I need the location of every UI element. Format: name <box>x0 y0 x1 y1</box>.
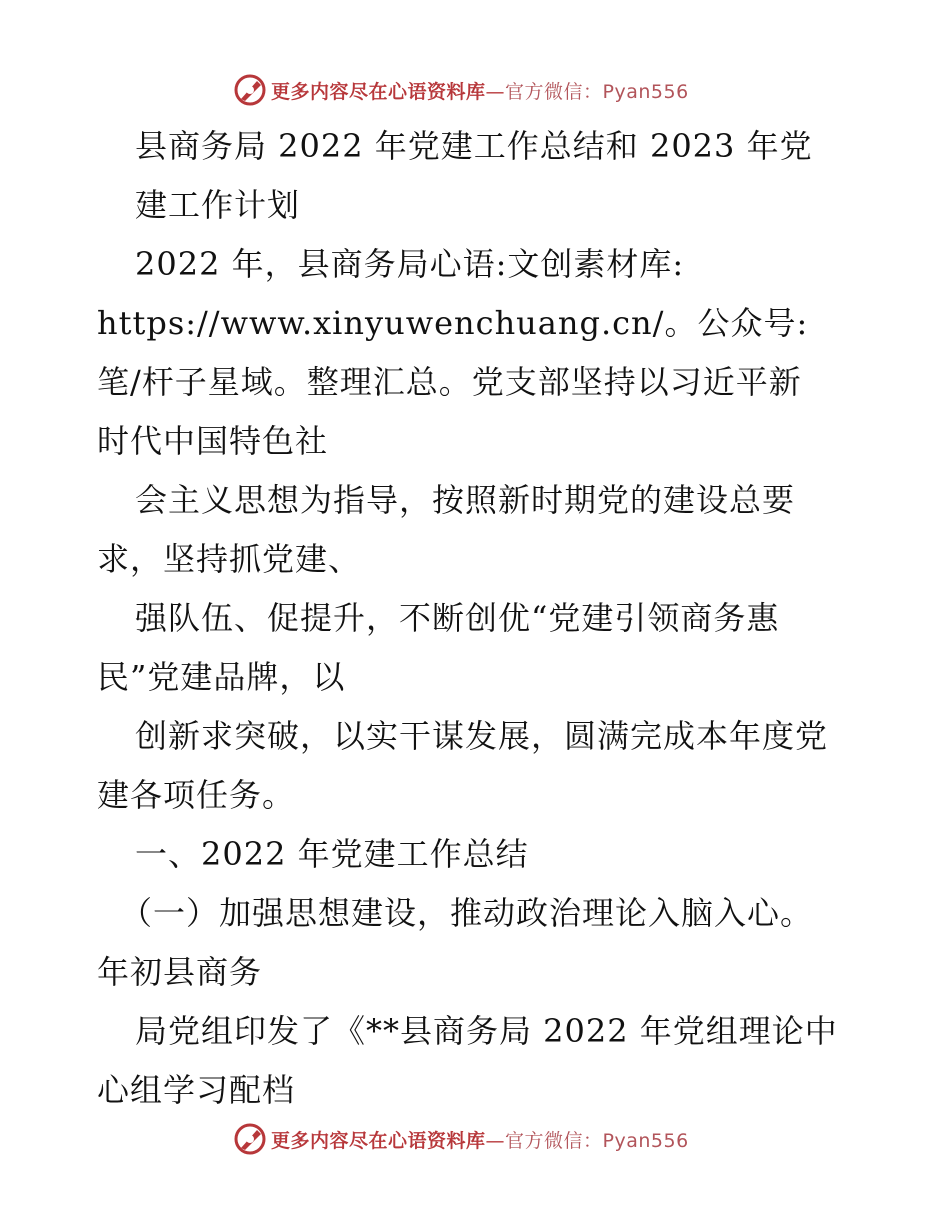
watermark-header <box>233 70 689 110</box>
doc-line: 笔/杆子星域。整理汇总。党支部坚持以习近平新 <box>97 363 802 401</box>
doc-line: 建各项任务。 <box>97 776 296 814</box>
watermark-separator: — <box>485 1129 506 1152</box>
doc-line: 求，坚持抓党建、 <box>97 540 362 578</box>
doc-line: 强队伍、促提升，不断创优“党建引领商务惠 <box>135 599 780 637</box>
watermark-tail-text: 官方微信：Pyan556 <box>505 80 689 103</box>
doc-section-heading: 一、2022 年党建工作总结 <box>135 835 529 873</box>
doc-title-line-1: 县商务局 2022 年党建工作总结和 2023 年党 <box>135 127 813 165</box>
watermark-footer <box>233 1119 689 1159</box>
doc-line: 局党组印发了《**县商务局 2022 年党组理论中 <box>135 1012 838 1050</box>
doc-line: 年初县商务 <box>97 953 263 991</box>
watermark-separator: — <box>485 80 506 103</box>
pen-circle-logo-icon <box>233 73 267 107</box>
doc-title-line-2: 建工作计划 <box>135 186 301 224</box>
doc-subsection-heading: （一）加强思想建设，推动政治理论入脑入心。 <box>120 894 814 932</box>
doc-line: 2022 年，县商务局心语:文创素材库: <box>135 245 685 283</box>
watermark-main-text: 更多内容尽在心语资料库 <box>271 80 486 103</box>
watermark-tail-text: 官方微信：Pyan556 <box>505 1129 689 1152</box>
doc-line: 心组学习配档 <box>97 1071 296 1109</box>
doc-line: 民”党建品牌，以 <box>97 658 346 696</box>
doc-line: 创新求突破，以实干谋发展，圆满完成本年度党 <box>135 717 829 755</box>
doc-line: 会主义思想为指导，按照新时期党的建设总要 <box>135 481 796 519</box>
doc-line: https://www.xinyuwenchuang.cn/。公众号: <box>97 304 809 342</box>
doc-line: 时代中国特色社 <box>97 422 329 460</box>
pen-circle-logo-icon <box>233 1122 267 1156</box>
watermark-main-text: 更多内容尽在心语资料库 <box>271 1129 486 1152</box>
